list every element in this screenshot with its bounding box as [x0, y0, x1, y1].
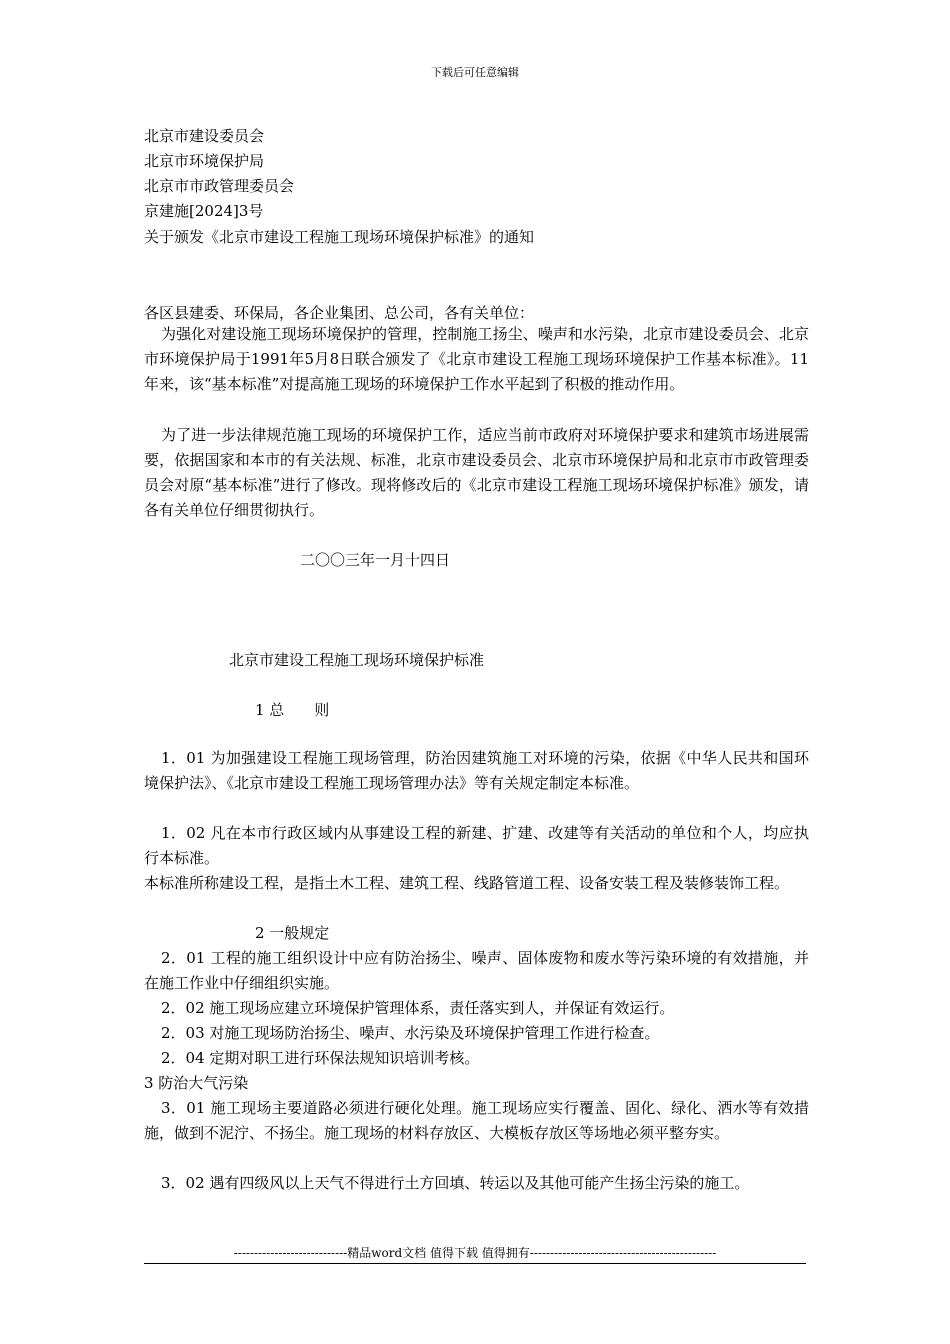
- recipients-line: 各区县建委、环保局，各企业集团、总公司，各有关单位：: [144, 304, 535, 322]
- issuer-municipal-commission: 北京市市政管理委员会: [144, 177, 295, 195]
- issuer-environment-bureau: 北京市环境保护局: [144, 152, 265, 170]
- clause-2-02: 2．02 施工现场应建立环境保护管理体系，责任落实到人，并保证有效运行。: [161, 999, 675, 1017]
- clause-1-01: 1．01 为加强建设工程施工现场管理，防治因建筑施工对环境的污染，依据《中华人民共和国环境保护法》、《北京市建设工程施工现场管理办法》等有关规定制定本标准。: [144, 749, 809, 792]
- clause-2-01: 2．01 工程的施工组织设计中应有防治扬尘、噪声、固体废物和废水等污染环境的有效措施，并在施工作业中仔细组织实施。: [144, 949, 809, 992]
- clause-3-01: 3．01 施工现场主要道路必须进行硬化处理。施工现场应实行覆盖、固化、绿化、洒水等有效措施，做到不泥泞、不扬尘。施工现场的材料存放区、大模板存放区等场地必须平整夯实。: [144, 1099, 809, 1142]
- clause-1-02: 1．02 凡在本市行政区域内从事建设工程的新建、扩建、改建等有关活动的单位和个人，均应执行本标准。: [144, 824, 809, 867]
- section-1-heading: 1 总 则: [255, 701, 330, 719]
- clause-2-03: 2．03 对施工现场防治扬尘、噪声、水污染及环境保护管理工作进行检查。: [161, 1024, 660, 1042]
- clause-1-02-definition: 本标准所称建设工程，是指土木工程、建筑工程、线路管道工程、设备安装工程及装修装饰工程。: [144, 874, 790, 892]
- issue-date: 二〇〇三年一月十四日: [300, 551, 451, 569]
- intro-paragraph-1: 为强化对建设施工现场环境保护的管理，控制施工扬尘、噪声和水污染，北京市建设委员会、北京市环境保护局于1991年5月8日联合颁发了《北京市建设工程施工现场环境保护工作基本标准》。11年来，该“基本标准”对提高施工现场的环境保护工作水平起到了积极的推动作用。: [144, 325, 809, 393]
- standard-title: 北京市建设工程施工现场环境保护标准: [229, 651, 485, 669]
- notice-title: 关于颁发《北京市建设工程施工现场环境保护标准》的通知: [144, 228, 535, 246]
- section-3-heading: 3 防治大气污染: [144, 1074, 249, 1092]
- intro-paragraph-2: 为了进一步法律规范施工现场的环境保护工作，适应当前市政府对环境保护要求和建筑市场进展需要，依据国家和本市的有关法规、标准，北京市建设委员会、北京市环境保护局和北京市市政管理委员会对原“基本标准”进行了修改。现将修改后的《北京市建设工程施工现场环境保护标准》颁发，请各有关单位仔细贯彻执行。: [144, 426, 809, 519]
- clause-3-02: 3．02 遇有四级风以上天气不得进行土方回填、转运以及其他可能产生扬尘污染的施工。: [161, 1174, 750, 1192]
- section-2-heading: 2 一般规定: [255, 924, 330, 942]
- page-footer: ----------------------------精品word文档 值得下载 值得拥有----------------------------------------------: [233, 1246, 717, 1260]
- document-number: 京建施[2024]3号: [144, 202, 264, 220]
- issuer-construction-commission: 北京市建设委员会: [144, 127, 265, 145]
- page-header-note: 下载后可任意编辑: [431, 66, 519, 79]
- clause-2-04: 2．04 定期对职工进行环保法规知识培训考核。: [161, 1049, 480, 1067]
- footer-rule: [144, 1263, 806, 1264]
